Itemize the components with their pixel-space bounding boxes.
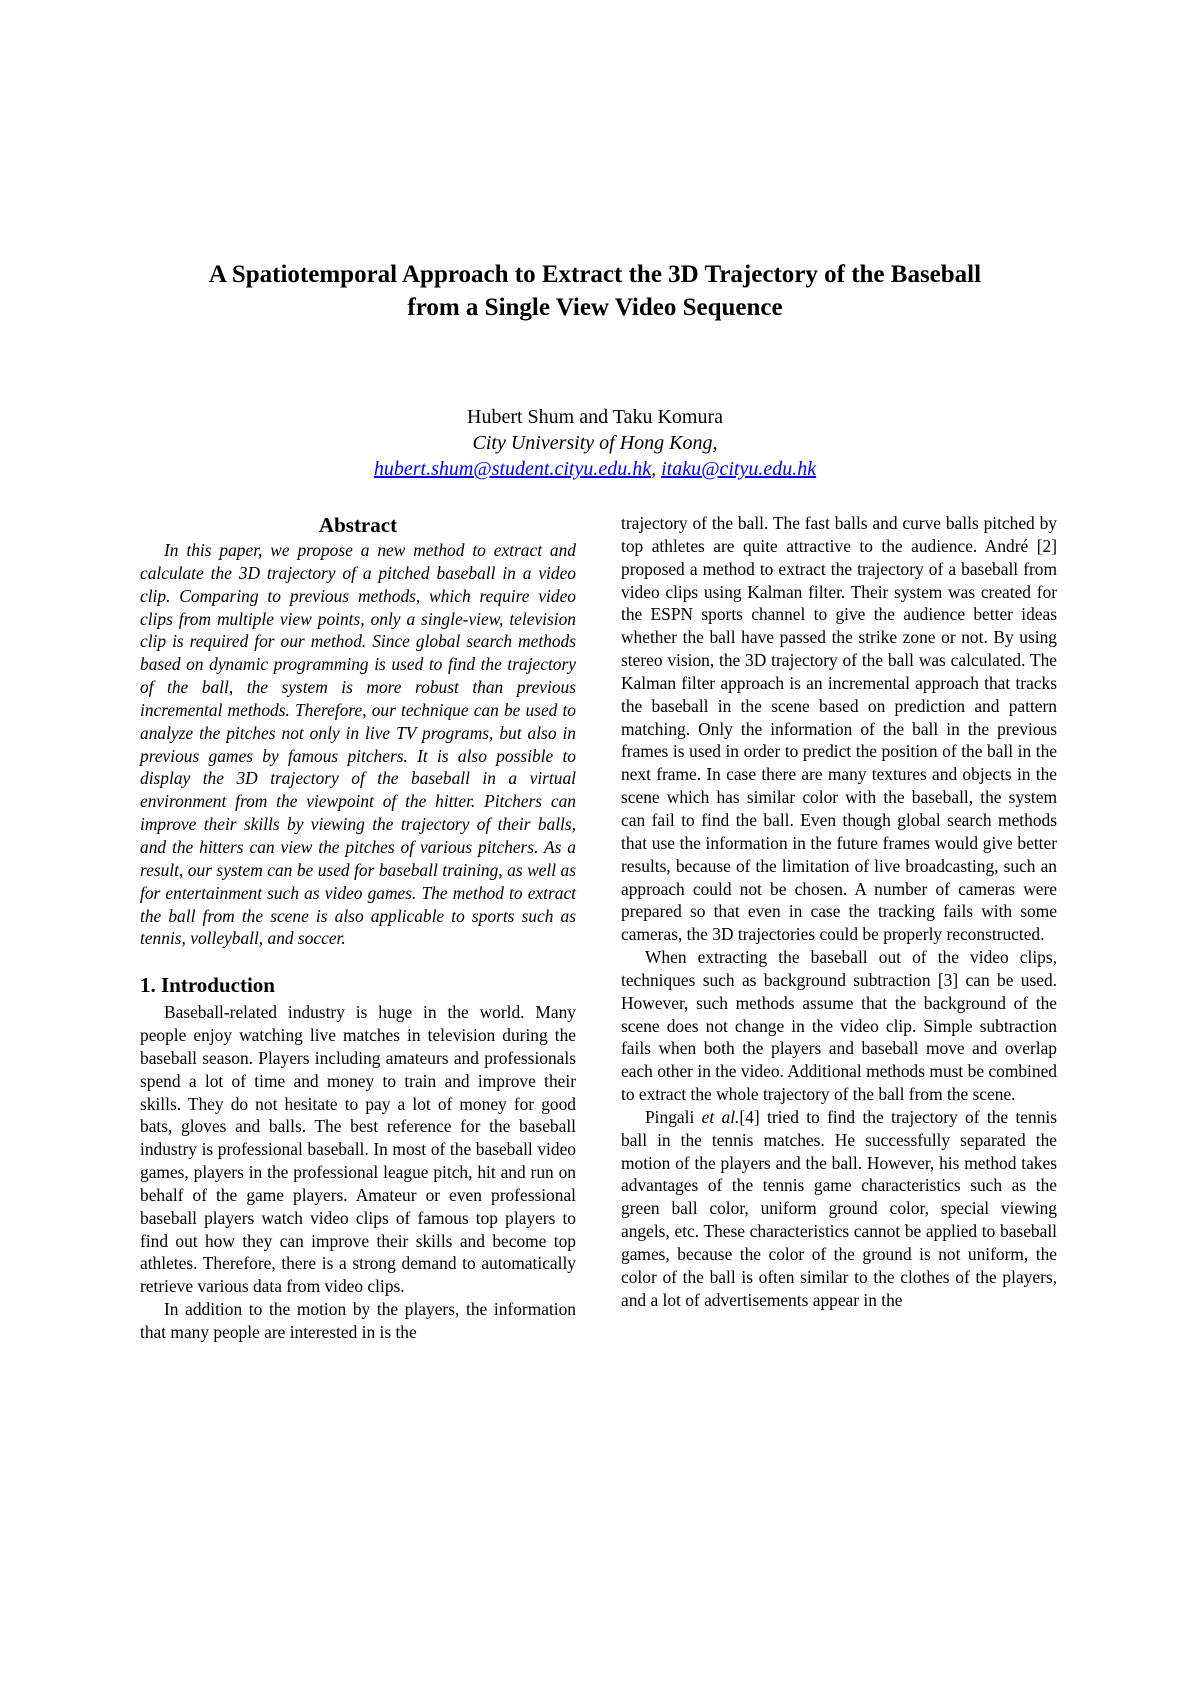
para4-start: Pingali bbox=[645, 1106, 702, 1127]
email-link-2[interactable]: itaku@cityu.edu.hk bbox=[661, 458, 817, 480]
right-column bbox=[621, 512, 1057, 1312]
left-column bbox=[140, 512, 576, 1344]
title-line-2: from a Single View Video Sequence bbox=[407, 294, 783, 321]
email-link-1[interactable]: hubert.shum@student.cityu.edu.hk bbox=[373, 458, 652, 480]
email-separator: , bbox=[651, 458, 662, 480]
intro-paragraph-2: In addition to the motion by the players, the information that many people are interested in is the bbox=[140, 1299, 576, 1342]
para4-rest: [4] tried to find the trajectory of the tennis ball in the tennis matches. He successfully separated the motion of the players and the ball. However, his method takes advantages of the tennis game characteristics such as the green ball color, uniform ground color, special viewing angels, etc. These characteristics cannot be applied to baseball games, because the color of the ground is not uniform, the color of the ball is often similar to the clothes of the players, and a lot of advertisements appear in the bbox=[621, 1106, 1057, 1310]
intro-paragraph-3: When extracting the baseball out of the video clips, techniques such as background subtraction [3] can be used. However, such methods assume that the background of the scene does not change in the video clip. Simple subtraction fails when both the players and baseball move and overlap each other in the video. Additional methods must be combined to extract the whole trajectory of the ball from the scene. bbox=[621, 947, 1057, 1105]
title-line-1: A Spatiotemporal Approach to Extract the 3D Trajectory of the Baseball bbox=[208, 261, 982, 288]
author-emails bbox=[0, 456, 1190, 482]
para4-etal: et al. bbox=[701, 1106, 740, 1127]
paper-title bbox=[0, 258, 1190, 324]
abstract-heading: Abstract bbox=[318, 513, 398, 537]
intro-paragraph-1: Baseball-related industry is huge in the world. Many people enjoy watching live matches in television during the baseball season. Players including amateurs and professionals spend a lot of time and money to train and improve their skills. They do not hesitate to pay a lot of money for good bats, gloves and balls. The best reference for the baseball industry is professional baseball. In most of the baseball video games, players in the professional league pitch, hit and run on behalf of the game players. Amateur or even professional baseball players watch video clips of famous top players to find out how they can improve their skills and become top athletes. Therefore, there is a strong demand to automatically retrieve various data from video clips. bbox=[140, 1002, 576, 1297]
author-block bbox=[0, 404, 1190, 482]
intro-paragraph-2-continued: trajectory of the ball. The fast balls and curve balls pitched by top athletes are quite attractive to the audience. André [2] proposed a method to extract the trajectory of a baseball from video clips using Kalman filter. Their system was created for the ESPN sports channel to give the audience better ideas whether the ball have passed the strike zone or not. By using stereo vision, the 3D trajectory of the ball was calculated. The Kalman filter approach is an incremental approach that tracks the baseball in the scene based on prediction and pattern matching. Only the information of the ball in the previous frames is used in order to predict the position of the ball in the next frame. In case there are many textures and objects in the scene which has similar color with the baseball, the system can fail to find the ball. Even though global search methods that use the information in the future frames would give better results, because of the limitation of live broadcasting, such an approach could not be chosen. A number of cameras were prepared so that even in case the tracking fails with some cameras, the 3D trajectories could be properly reconstructed. bbox=[621, 513, 1057, 945]
intro-paragraph-4 bbox=[621, 1106, 1057, 1312]
author-names: Hubert Shum and Taku Komura bbox=[467, 406, 723, 428]
introduction-heading: 1. Introduction bbox=[140, 973, 275, 998]
author-affiliation: City University of Hong Kong, bbox=[472, 432, 718, 454]
abstract-body: In this paper, we propose a new method to extract and calculate the 3D trajectory of a pitched baseball in a video clip. Comparing to previous methods, which require video clips from multiple view points, only a single-view, television clip is required for our method. Since global search methods based on dynamic programming is used to find the trajectory of the ball, the system is more robust than previous incremental methods. Therefore, our technique can be used to analyze the pitches not only in live TV programs, but also in previous games by famous pitchers. It is also possible to display the 3D trajectory of the baseball in a virtual environment from the viewpoint of the hitter. Pitchers can improve their skills by viewing the trajectory of their balls, and the hitters can view the pitches of various pitchers. As a result, our system can be used for baseball training, as well as for entertainment such as video games. The method to extract the ball from the scene is also applicable to sports such as tennis, volleyball, and soccer. bbox=[140, 540, 576, 949]
